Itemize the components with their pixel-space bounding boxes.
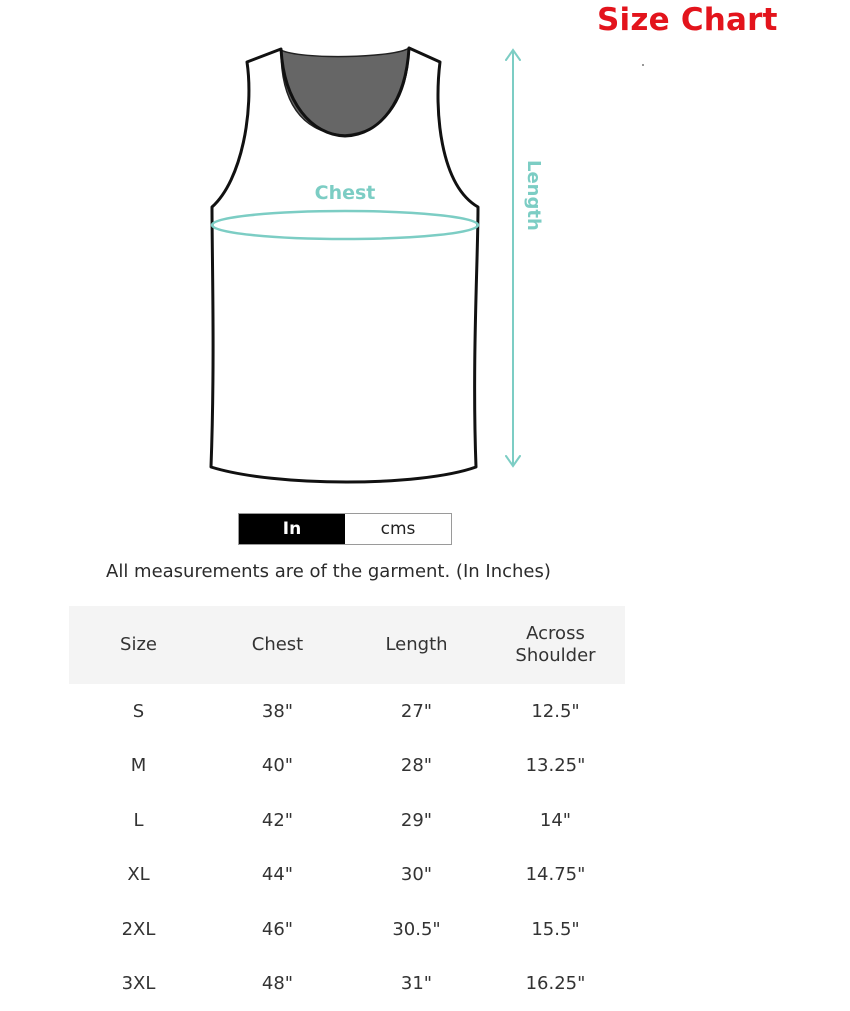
cell-size: 3XL bbox=[69, 957, 208, 1011]
unit-toggle bbox=[238, 513, 452, 545]
col-size: Size bbox=[69, 606, 208, 684]
measurement-note: All measurements are of the garment. (In Inches) bbox=[106, 561, 551, 582]
table-row bbox=[69, 793, 625, 848]
col-chest: Chest bbox=[208, 606, 347, 684]
table-row bbox=[69, 848, 625, 903]
cell-shoulder: 14" bbox=[486, 793, 625, 848]
cell-length: 29" bbox=[347, 793, 486, 848]
cell-shoulder: 12.5" bbox=[486, 684, 625, 739]
unit-inches-button[interactable]: In bbox=[239, 514, 345, 544]
cell-length: 27" bbox=[347, 684, 486, 739]
chest-measure-ellipse bbox=[212, 211, 478, 239]
cell-chest: 48" bbox=[208, 957, 347, 1011]
length-label: Length bbox=[523, 160, 544, 231]
table-row bbox=[69, 957, 625, 1011]
cell-size: XL bbox=[69, 848, 208, 903]
cell-shoulder: 14.75" bbox=[486, 848, 625, 903]
cell-chest: 42" bbox=[208, 793, 347, 848]
col-across-shoulder bbox=[486, 606, 625, 684]
cell-length: 30.5" bbox=[347, 902, 486, 957]
table-row bbox=[69, 684, 625, 739]
cell-chest: 46" bbox=[208, 902, 347, 957]
neckline-back bbox=[281, 48, 409, 135]
unit-cms-button[interactable]: cms bbox=[345, 514, 451, 544]
cell-shoulder: 13.25" bbox=[486, 739, 625, 794]
size-chart-title: Size Chart bbox=[597, 2, 778, 38]
cell-size: L bbox=[69, 793, 208, 848]
table-row bbox=[69, 902, 625, 957]
cell-chest: 38" bbox=[208, 684, 347, 739]
cell-length: 28" bbox=[347, 739, 486, 794]
size-table bbox=[69, 606, 625, 1011]
cell-size: 2XL bbox=[69, 902, 208, 957]
table-row bbox=[69, 739, 625, 794]
cell-shoulder: 16.25" bbox=[486, 957, 625, 1011]
cell-chest: 44" bbox=[208, 848, 347, 903]
col-length: Length bbox=[347, 606, 486, 684]
cell-shoulder: 15.5" bbox=[486, 902, 625, 957]
tank-top-diagram bbox=[0, 0, 850, 500]
cell-length: 31" bbox=[347, 957, 486, 1011]
cell-length: 30" bbox=[347, 848, 486, 903]
cell-size: S bbox=[69, 684, 208, 739]
chest-label: Chest bbox=[315, 182, 376, 204]
table-header-row bbox=[69, 606, 625, 684]
col-across-shoulder-label: Across Shoulder bbox=[508, 623, 604, 667]
cell-size: M bbox=[69, 739, 208, 794]
cell-chest: 40" bbox=[208, 739, 347, 794]
